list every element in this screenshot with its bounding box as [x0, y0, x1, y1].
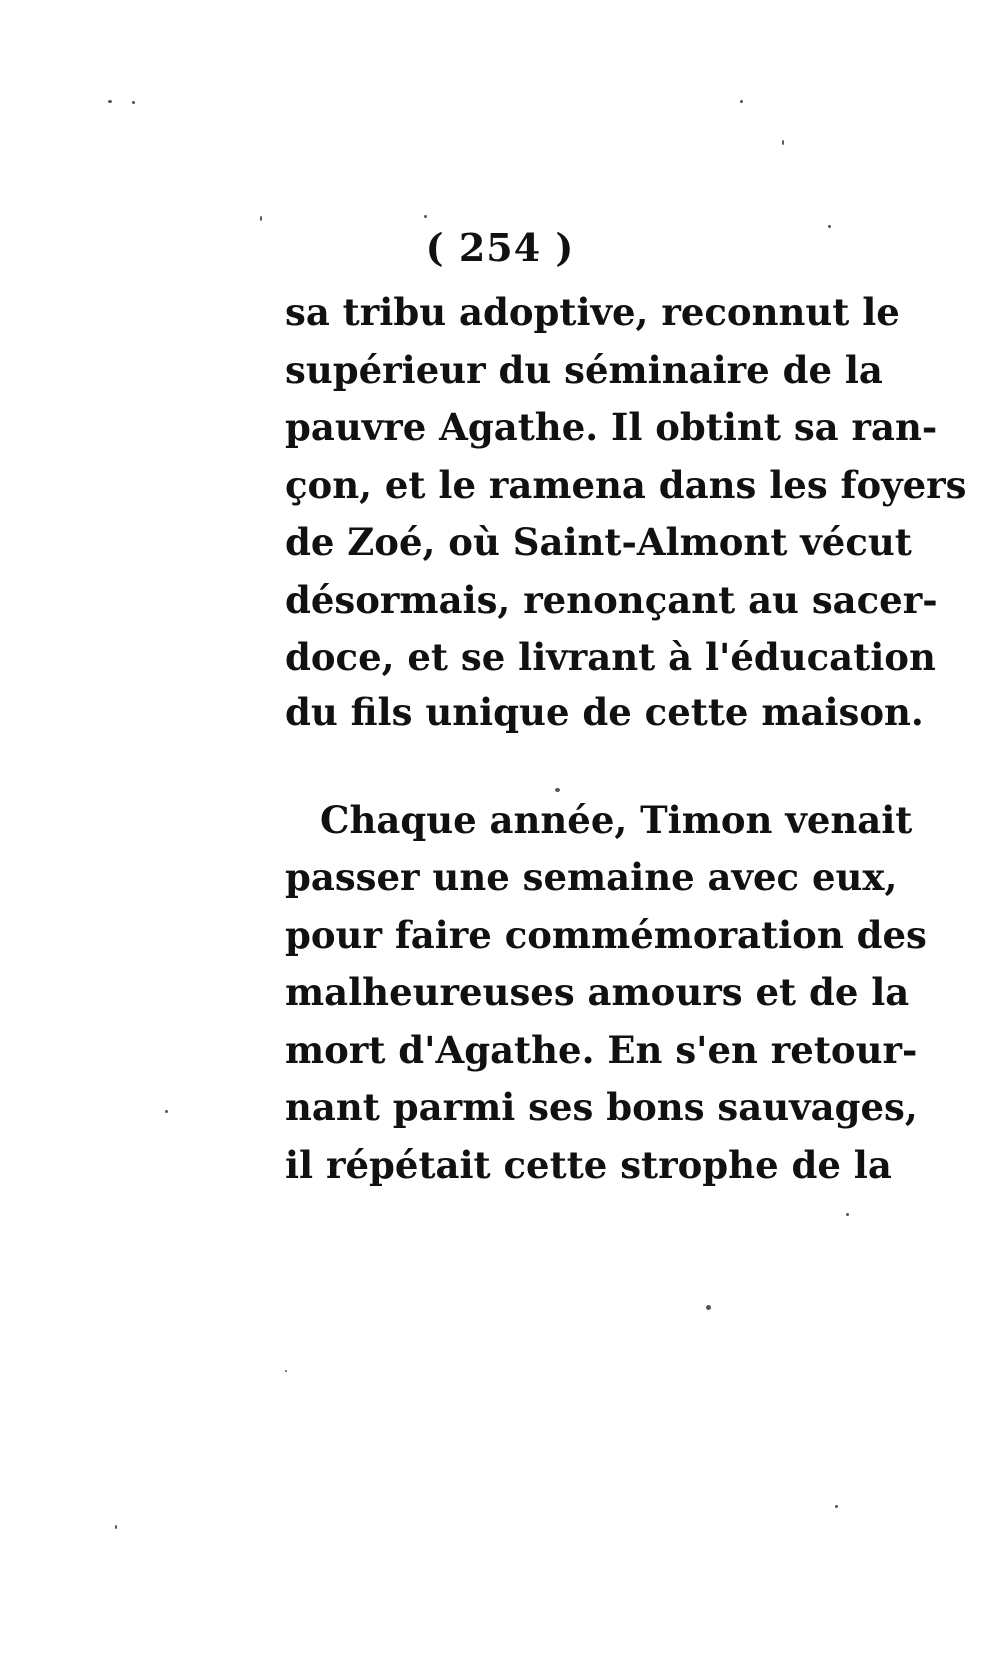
scan-speck: [782, 140, 784, 145]
scan-speck: [555, 788, 560, 792]
scan-speck: [260, 216, 262, 221]
text-line: Chaque année, Timon venait: [320, 798, 913, 842]
text-line: pour faire commémoration des: [285, 913, 927, 957]
text-line: sa tribu adoptive, reconnut le: [285, 290, 900, 334]
scan-speck: [115, 1525, 117, 1529]
scan-speck: [846, 1213, 849, 1216]
scan-speck: [108, 100, 112, 103]
scan-speck: [165, 1110, 168, 1113]
text-line: çon, et le ramena dans les foyers: [285, 463, 967, 507]
text-line: pauvre Agathe. Il obtint sa ran-: [285, 405, 938, 449]
page-number: ( 254 ): [425, 225, 575, 270]
scan-speck: [835, 1505, 838, 1508]
scan-speck: [424, 215, 427, 218]
text-line: supérieur du séminaire de la: [285, 348, 883, 392]
scan-speck: [285, 1370, 287, 1372]
text-line: désormais, renonçant au sacer-: [285, 578, 938, 622]
text-line: de Zoé, où Saint-Almont vécut: [285, 520, 912, 564]
text-line: du fils unique de cette maison.: [285, 690, 924, 734]
scan-speck: [828, 225, 831, 228]
scan-speck: [132, 101, 135, 104]
text-line: doce, et se livrant à l'éducation: [285, 635, 936, 679]
scan-speck: [706, 1305, 711, 1310]
text-line: nant parmi ses bons sauvages,: [285, 1085, 918, 1129]
text-line: il répétait cette strophe de la: [285, 1143, 892, 1187]
text-line: malheureuses amours et de la: [285, 970, 910, 1014]
text-line: passer une semaine avec eux,: [285, 855, 898, 899]
text-line: mort d'Agathe. En s'en retour-: [285, 1028, 918, 1072]
scan-speck: [740, 100, 743, 103]
